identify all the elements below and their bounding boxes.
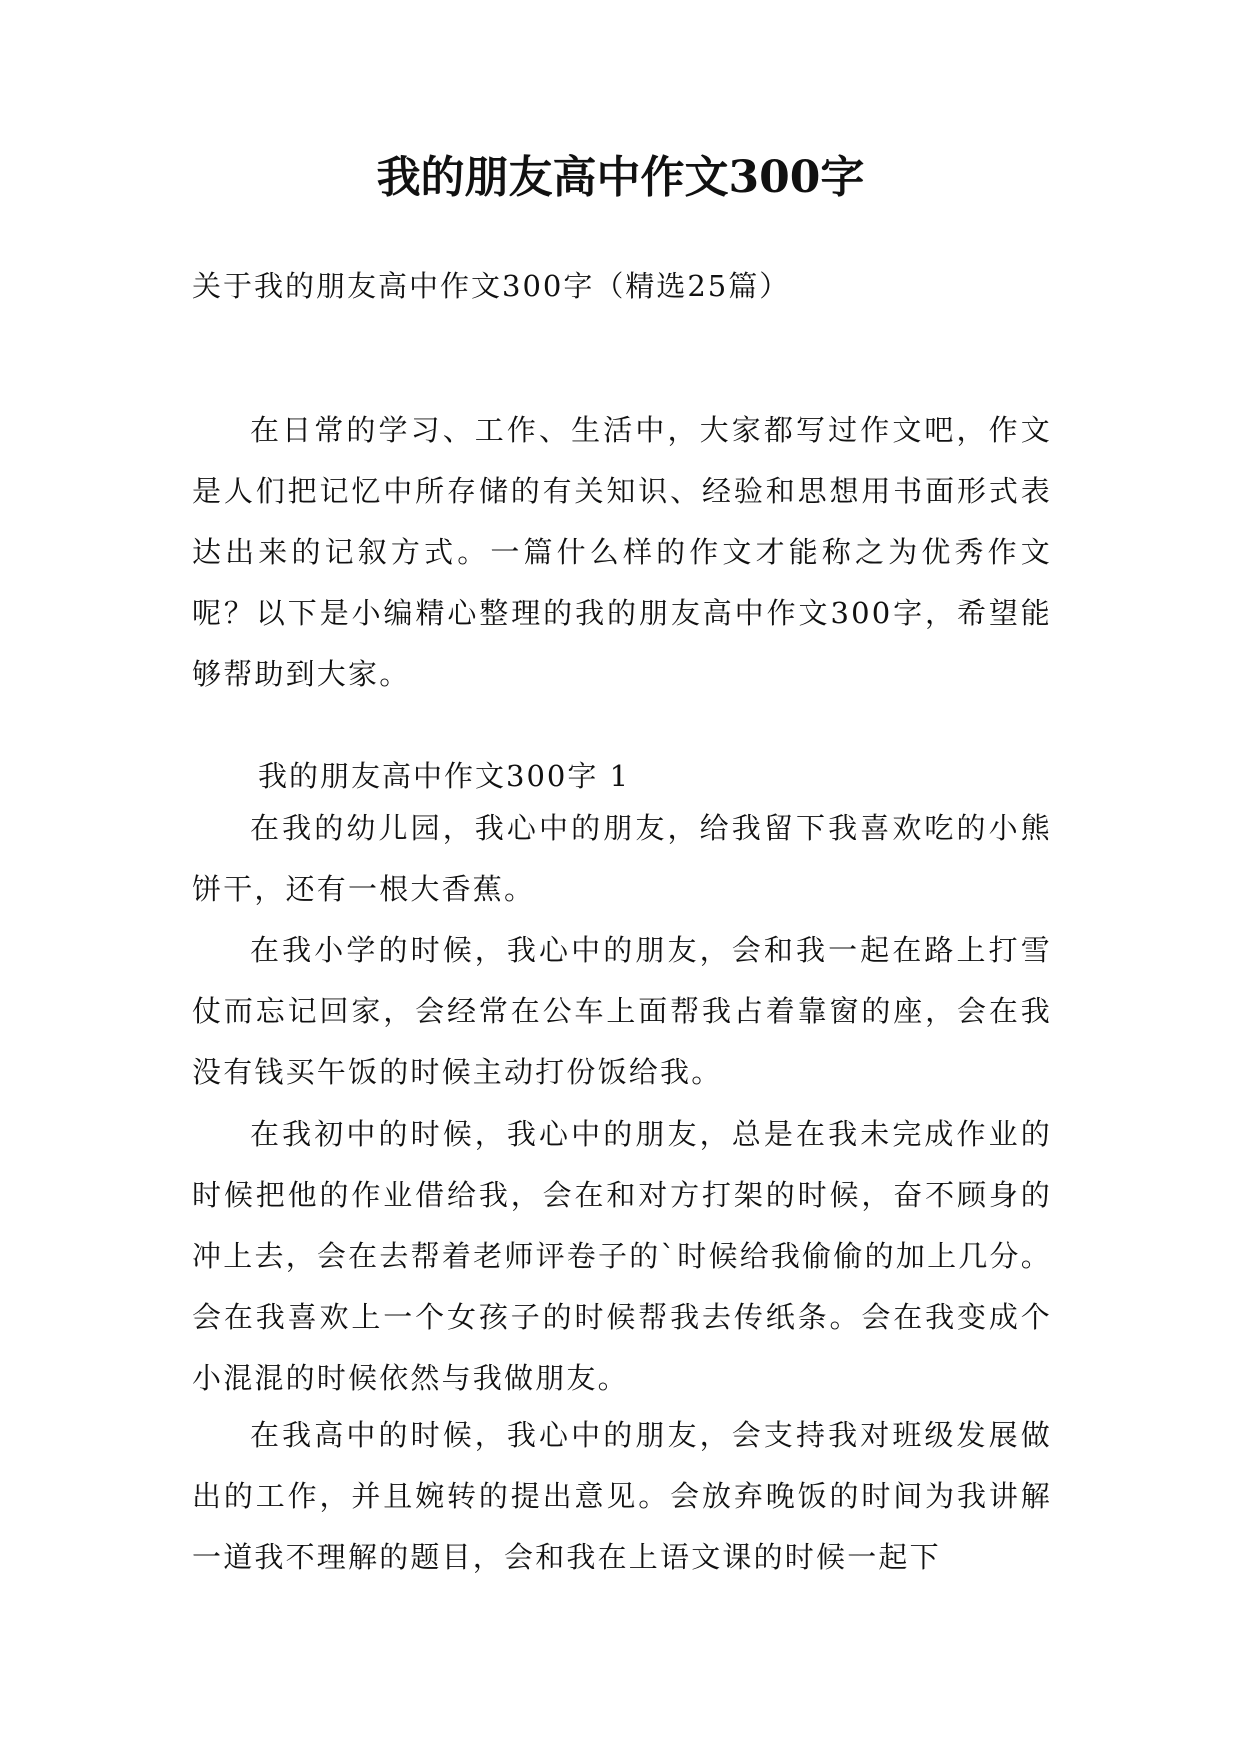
body-paragraph-3: 在我初中的时候，我心中的朋友，总是在我未完成作业的时候把他的作业借给我，会在和对方打架的时候，奋不顾身的冲上去，会在去帮着老师评卷子的`时候给我偷偷的加上几分。会在我喜欢上一个女孩子的时候帮我去传纸条。会在我变成个小混混的时候依然与我做朋友。 [192,1117,1052,1395]
section-heading: 我的朋友高中作文300字 1 [258,759,631,793]
intro-paragraph: 在日常的学习、工作、生活中，大家都写过作文吧，作文是人们把记忆中所存储的有关知识、经验和思想用书面形式表达出来的记叙方式。一篇什么样的作文才能称之为优秀作文呢？以下是小编精心整理的我的朋友高中作文300字，希望能够帮助到大家。 [192,413,1052,691]
document-title: 我的朋友高中作文300字 [376,152,865,203]
body-paragraph-4: 在我高中的时候，我心中的朋友，会支持我对班级发展做出的工作，并且婉转的提出意见。会放弃晚饭的时间为我讲解一道我不理解的题目，会和我在上语文课的时候一起下 [192,1418,1052,1574]
body-paragraph-2: 在我小学的时候，我心中的朋友，会和我一起在路上打雪仗而忘记回家，会经常在公车上面帮我占着靠窗的座，会在我没有钱买午饭的时候主动打份饭给我。 [192,933,1052,1089]
document-subtitle: 关于我的朋友高中作文300字（精选25篇） [192,269,791,303]
body-paragraph-1: 在我的幼儿园，我心中的朋友，给我留下我喜欢吃的小熊饼干，还有一根大香蕉。 [192,811,1052,906]
